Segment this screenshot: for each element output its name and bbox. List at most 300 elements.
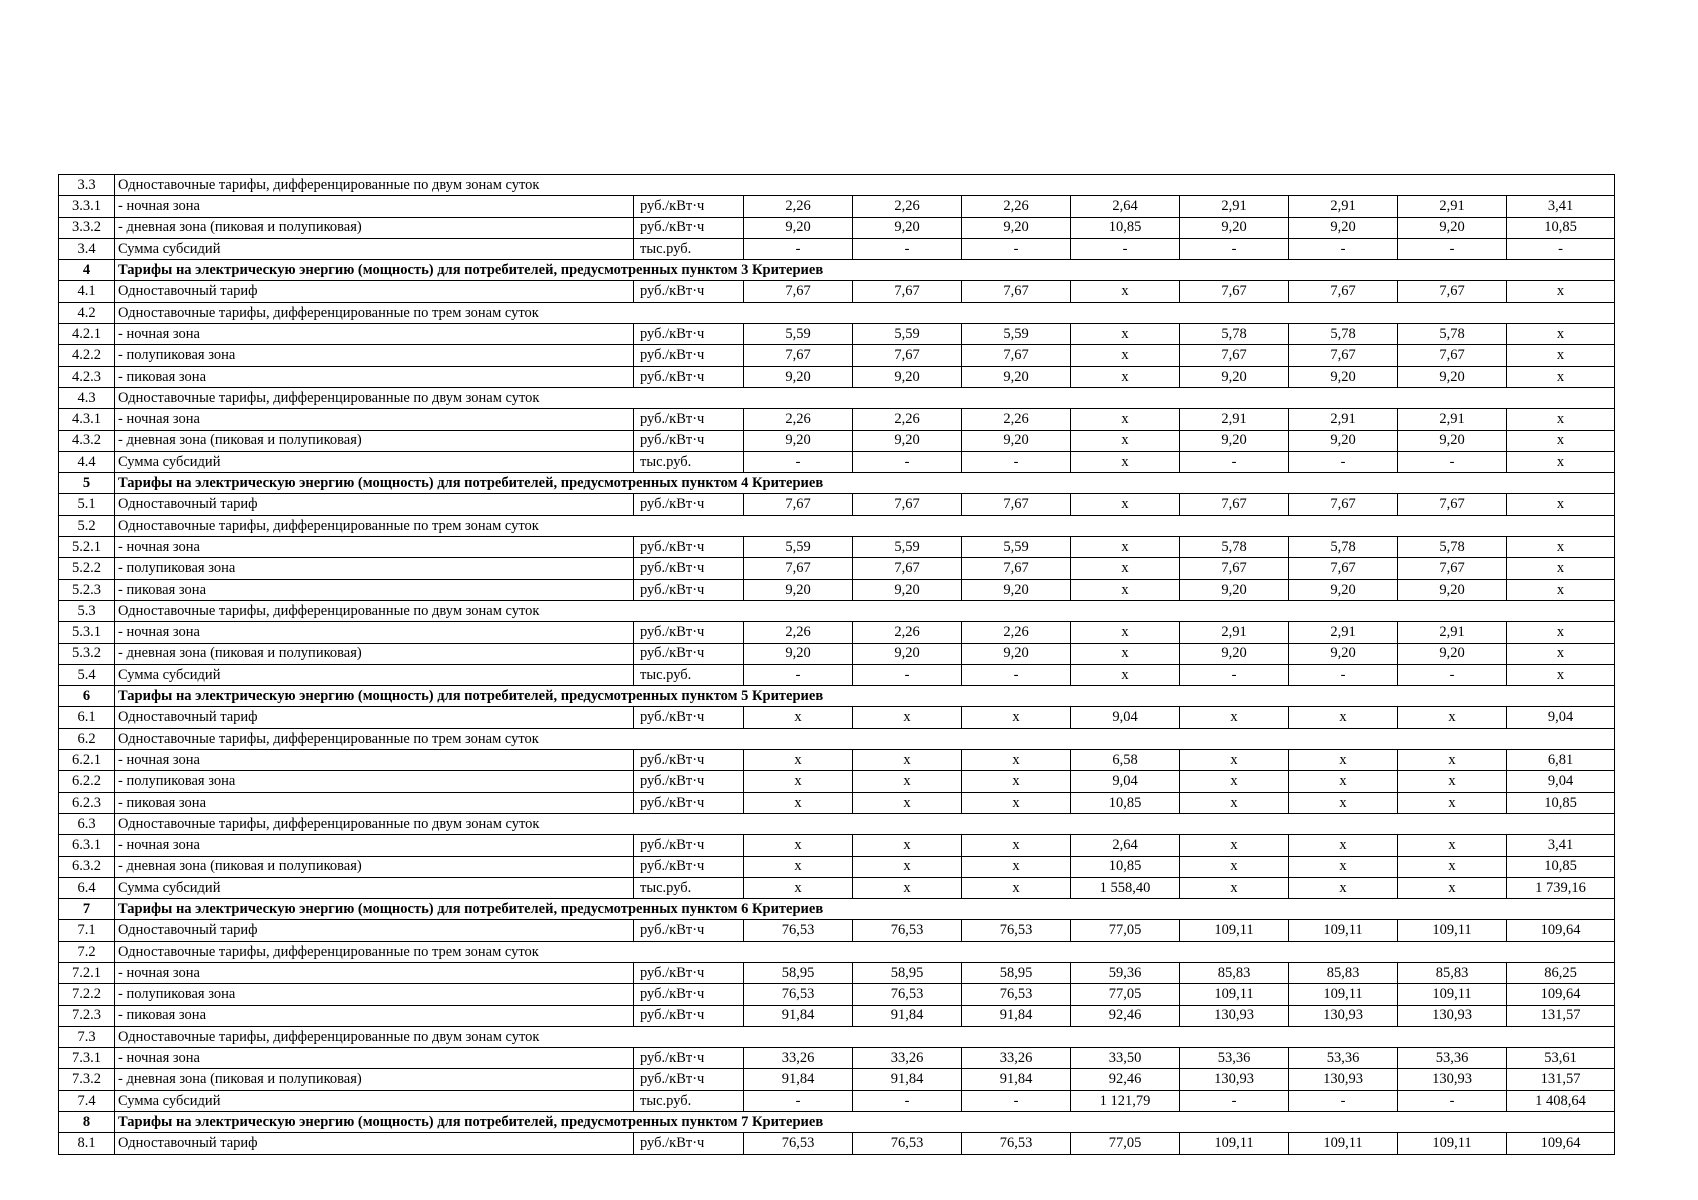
value-cell: 9,20 (853, 643, 962, 664)
value-cell: x (962, 792, 1071, 813)
subsection-heading-row (59, 175, 1615, 196)
row-name: - ночная зона (115, 537, 634, 558)
value-cell: x (1507, 366, 1615, 387)
row-unit: руб./кВт·ч (634, 771, 744, 792)
table-row (59, 217, 1615, 238)
value-cell: 9,04 (1507, 707, 1615, 728)
row-number: 5.2.1 (59, 537, 115, 558)
value-cell: 2,26 (853, 196, 962, 217)
table-row (59, 856, 1615, 877)
value-cell: x (1507, 451, 1615, 472)
section-title: Тарифы на электрическую энергию (мощность) для потребителей, предусмотренных пунктом 5 Критериев (115, 686, 1615, 707)
value-cell: 76,53 (962, 920, 1071, 941)
value-cell: 2,26 (962, 622, 1071, 643)
row-unit: руб./кВт·ч (634, 494, 744, 515)
value-cell: 2,26 (744, 409, 853, 430)
value-cell: x (1289, 877, 1398, 898)
value-cell: 131,57 (1507, 1069, 1615, 1090)
value-cell: 9,20 (962, 430, 1071, 451)
row-number: 4.2 (59, 302, 115, 323)
value-cell: x (1398, 856, 1507, 877)
value-cell: x (744, 835, 853, 856)
row-number: 6.3.1 (59, 835, 115, 856)
row-name: Одноставочный тариф (115, 281, 634, 302)
row-name: - пиковая зона (115, 579, 634, 600)
value-cell: 7,67 (962, 494, 1071, 515)
row-unit: руб./кВт·ч (634, 792, 744, 813)
value-cell: x (744, 771, 853, 792)
value-cell: 109,64 (1507, 1133, 1615, 1154)
row-number: 8.1 (59, 1133, 115, 1154)
value-cell: 7,67 (1180, 345, 1289, 366)
value-cell: 130,93 (1398, 1069, 1507, 1090)
subsection-heading-row (59, 813, 1615, 834)
row-number: 6 (59, 686, 115, 707)
value-cell: 7,67 (1289, 558, 1398, 579)
value-cell: 9,20 (1289, 217, 1398, 238)
value-cell: 3,41 (1507, 835, 1615, 856)
row-number: 5.4 (59, 664, 115, 685)
value-cell: 9,20 (744, 579, 853, 600)
value-cell: x (744, 707, 853, 728)
value-cell: x (1071, 366, 1180, 387)
value-cell: x (1507, 579, 1615, 600)
row-number: 7.3 (59, 1026, 115, 1047)
row-number: 6.4 (59, 877, 115, 898)
value-cell: x (744, 750, 853, 771)
value-cell: x (1398, 835, 1507, 856)
value-cell: 6,58 (1071, 750, 1180, 771)
row-unit: руб./кВт·ч (634, 217, 744, 238)
row-name: Одноставочный тариф (115, 920, 634, 941)
value-cell: 2,91 (1398, 409, 1507, 430)
row-number: 6.3 (59, 813, 115, 834)
value-cell: 5,59 (853, 324, 962, 345)
table-row (59, 771, 1615, 792)
value-cell: - (1289, 1090, 1398, 1111)
row-number: 6.2.1 (59, 750, 115, 771)
table-row (59, 877, 1615, 898)
value-cell: 7,67 (1398, 281, 1507, 302)
value-cell: x (1071, 451, 1180, 472)
value-cell: 7,67 (962, 558, 1071, 579)
row-name: - ночная зона (115, 324, 634, 345)
value-cell: x (1507, 643, 1615, 664)
value-cell: 10,85 (1071, 217, 1180, 238)
value-cell: - (1507, 238, 1615, 259)
value-cell: x (1180, 771, 1289, 792)
value-cell: 33,26 (744, 1048, 853, 1069)
value-cell: x (1071, 409, 1180, 430)
value-cell: 76,53 (744, 1133, 853, 1154)
value-cell: 130,93 (1180, 1005, 1289, 1026)
table-row (59, 430, 1615, 451)
value-cell: x (1071, 537, 1180, 558)
value-cell: - (744, 664, 853, 685)
value-cell: 5,59 (962, 537, 1071, 558)
value-cell: x (1071, 664, 1180, 685)
row-number: 4.2.3 (59, 366, 115, 387)
row-unit: руб./кВт·ч (634, 1005, 744, 1026)
table-row (59, 281, 1615, 302)
value-cell: 9,20 (744, 643, 853, 664)
value-cell: 58,95 (853, 962, 962, 983)
value-cell: 2,91 (1289, 196, 1398, 217)
value-cell: 7,67 (853, 558, 962, 579)
value-cell: 9,04 (1071, 707, 1180, 728)
row-number: 7.2.1 (59, 962, 115, 983)
value-cell: x (744, 877, 853, 898)
value-cell: 58,95 (744, 962, 853, 983)
value-cell: x (744, 856, 853, 877)
value-cell: - (744, 1090, 853, 1111)
value-cell: x (744, 792, 853, 813)
value-cell: - (1180, 1090, 1289, 1111)
row-unit: руб./кВт·ч (634, 579, 744, 600)
value-cell: 7,67 (1289, 494, 1398, 515)
value-cell: 10,85 (1507, 217, 1615, 238)
value-cell: 109,11 (1398, 1133, 1507, 1154)
value-cell: - (1289, 238, 1398, 259)
value-cell: - (853, 238, 962, 259)
value-cell: 2,26 (962, 409, 1071, 430)
row-unit: руб./кВт·ч (634, 962, 744, 983)
value-cell: 9,20 (1180, 366, 1289, 387)
value-cell: 76,53 (853, 920, 962, 941)
value-cell: x (1180, 707, 1289, 728)
value-cell: x (1507, 558, 1615, 579)
subsection-heading-row (59, 728, 1615, 749)
value-cell: 2,64 (1071, 835, 1180, 856)
table-row (59, 984, 1615, 1005)
table-row (59, 707, 1615, 728)
value-cell: x (962, 856, 1071, 877)
table-row (59, 409, 1615, 430)
value-cell: 9,20 (962, 579, 1071, 600)
value-cell: 109,11 (1180, 920, 1289, 941)
section-title: Тарифы на электрическую энергию (мощность) для потребителей, предусмотренных пунктом 6 Критериев (115, 899, 1615, 920)
value-cell: 7,67 (962, 281, 1071, 302)
value-cell: x (1071, 430, 1180, 451)
value-cell: 91,84 (962, 1069, 1071, 1090)
section-heading-row (59, 473, 1615, 494)
value-cell: 1 739,16 (1507, 877, 1615, 898)
value-cell: 109,11 (1180, 1133, 1289, 1154)
row-number: 3.3 (59, 175, 115, 196)
value-cell: x (962, 771, 1071, 792)
value-cell: - (853, 1090, 962, 1111)
value-cell: 76,53 (744, 920, 853, 941)
row-name: - ночная зона (115, 962, 634, 983)
row-unit: руб./кВт·ч (634, 622, 744, 643)
value-cell: 2,91 (1289, 409, 1398, 430)
value-cell: 9,20 (962, 366, 1071, 387)
table-row (59, 622, 1615, 643)
value-cell: x (1180, 792, 1289, 813)
subsection-heading-row (59, 1026, 1615, 1047)
row-unit: тыс.руб. (634, 238, 744, 259)
row-unit: тыс.руб. (634, 1090, 744, 1111)
row-number: 4.3.1 (59, 409, 115, 430)
value-cell: 1 558,40 (1071, 877, 1180, 898)
value-cell: x (962, 707, 1071, 728)
value-cell: 7,67 (1180, 494, 1289, 515)
value-cell: x (1507, 430, 1615, 451)
section-title: Тарифы на электрическую энергию (мощность) для потребителей, предусмотренных пунктом 7 Критериев (115, 1112, 1615, 1133)
value-cell: x (1398, 771, 1507, 792)
value-cell: 9,20 (1398, 643, 1507, 664)
value-cell: 91,84 (962, 1005, 1071, 1026)
value-cell: 76,53 (744, 984, 853, 1005)
value-cell: 130,93 (1180, 1069, 1289, 1090)
row-unit: руб./кВт·ч (634, 537, 744, 558)
value-cell: x (1289, 792, 1398, 813)
value-cell: 7,67 (1180, 281, 1289, 302)
value-cell: 77,05 (1071, 984, 1180, 1005)
value-cell: 9,20 (1289, 643, 1398, 664)
table-row (59, 835, 1615, 856)
value-cell: x (1180, 835, 1289, 856)
value-cell: 7,67 (1180, 558, 1289, 579)
value-cell: 7,67 (853, 281, 962, 302)
value-cell: 9,04 (1507, 771, 1615, 792)
value-cell: 2,26 (962, 196, 1071, 217)
value-cell: 7,67 (1398, 558, 1507, 579)
section-heading-row (59, 899, 1615, 920)
row-name: - ночная зона (115, 622, 634, 643)
row-name: - дневная зона (пиковая и полупиковая) (115, 1069, 634, 1090)
value-cell: 76,53 (853, 984, 962, 1005)
value-cell: 7,67 (744, 281, 853, 302)
row-name: - ночная зона (115, 835, 634, 856)
value-cell: 76,53 (962, 1133, 1071, 1154)
value-cell: 5,59 (853, 537, 962, 558)
value-cell: x (1071, 281, 1180, 302)
table-row (59, 558, 1615, 579)
value-cell: 86,25 (1507, 962, 1615, 983)
value-cell: 5,78 (1289, 537, 1398, 558)
row-unit: руб./кВт·ч (634, 366, 744, 387)
row-name: - ночная зона (115, 409, 634, 430)
row-name: - ночная зона (115, 196, 634, 217)
row-unit: руб./кВт·ч (634, 1069, 744, 1090)
value-cell: 109,11 (1289, 1133, 1398, 1154)
row-number: 7.2.2 (59, 984, 115, 1005)
value-cell: x (1071, 579, 1180, 600)
value-cell: 76,53 (853, 1133, 962, 1154)
row-name: Одноставочный тариф (115, 707, 634, 728)
row-number: 6.1 (59, 707, 115, 728)
row-number: 7.4 (59, 1090, 115, 1111)
value-cell: 91,84 (853, 1069, 962, 1090)
value-cell: x (1398, 792, 1507, 813)
row-number: 7.3.1 (59, 1048, 115, 1069)
value-cell: 9,20 (1180, 430, 1289, 451)
row-number: 6.2.2 (59, 771, 115, 792)
value-cell: 9,20 (1180, 217, 1289, 238)
value-cell: 109,64 (1507, 920, 1615, 941)
value-cell: 9,04 (1071, 771, 1180, 792)
section-heading-row (59, 1112, 1615, 1133)
row-number: 4 (59, 260, 115, 281)
value-cell: x (1398, 750, 1507, 771)
value-cell: 85,83 (1180, 962, 1289, 983)
row-number: 6.3.2 (59, 856, 115, 877)
row-unit: руб./кВт·ч (634, 281, 744, 302)
value-cell: 58,95 (962, 962, 1071, 983)
value-cell: 9,20 (853, 579, 962, 600)
row-unit: руб./кВт·ч (634, 707, 744, 728)
value-cell: - (1289, 451, 1398, 472)
value-cell: 130,93 (1289, 1069, 1398, 1090)
row-name: Сумма субсидий (115, 238, 634, 259)
value-cell: 10,85 (1507, 856, 1615, 877)
value-cell: 109,11 (1180, 984, 1289, 1005)
value-cell: - (1398, 451, 1507, 472)
value-cell: 9,20 (853, 217, 962, 238)
value-cell: 7,67 (853, 345, 962, 366)
value-cell: 2,91 (1180, 409, 1289, 430)
section-title: Тарифы на электрическую энергию (мощность) для потребителей, предусмотренных пунктом 4 Критериев (115, 473, 1615, 494)
value-cell: 9,20 (1398, 430, 1507, 451)
value-cell: 7,67 (1398, 494, 1507, 515)
row-number: 5 (59, 473, 115, 494)
value-cell: 9,20 (1398, 579, 1507, 600)
row-name: - дневная зона (пиковая и полупиковая) (115, 856, 634, 877)
row-unit: руб./кВт·ч (634, 196, 744, 217)
value-cell: 2,26 (853, 409, 962, 430)
row-name: - дневная зона (пиковая и полупиковая) (115, 643, 634, 664)
value-cell: 7,67 (1398, 345, 1507, 366)
tariff-table (58, 174, 1615, 1155)
value-cell: 9,20 (1289, 430, 1398, 451)
value-cell: 109,11 (1398, 920, 1507, 941)
value-cell: - (1180, 451, 1289, 472)
row-name: - пиковая зона (115, 1005, 634, 1026)
value-cell: - (1180, 664, 1289, 685)
subsection-title: Одноставочные тарифы, дифференцированные по трем зонам суток (115, 728, 1615, 749)
value-cell: 130,93 (1398, 1005, 1507, 1026)
row-number: 5.2 (59, 515, 115, 536)
row-number: 6.2.3 (59, 792, 115, 813)
value-cell: 109,11 (1289, 984, 1398, 1005)
value-cell: 85,83 (1289, 962, 1398, 983)
row-number: 7.1 (59, 920, 115, 941)
row-number: 5.3.2 (59, 643, 115, 664)
row-unit: руб./кВт·ч (634, 558, 744, 579)
row-unit: руб./кВт·ч (634, 345, 744, 366)
value-cell: 2,91 (1180, 622, 1289, 643)
value-cell: 9,20 (744, 430, 853, 451)
row-number: 4.1 (59, 281, 115, 302)
value-cell: - (962, 1090, 1071, 1111)
value-cell: 7,67 (853, 494, 962, 515)
value-cell: 109,11 (1398, 984, 1507, 1005)
row-number: 7.2 (59, 941, 115, 962)
value-cell: 77,05 (1071, 1133, 1180, 1154)
row-name: Одноставочный тариф (115, 1133, 634, 1154)
value-cell: 9,20 (744, 217, 853, 238)
value-cell: x (1071, 622, 1180, 643)
row-name: - пиковая зона (115, 792, 634, 813)
row-unit: руб./кВт·ч (634, 324, 744, 345)
value-cell: - (1071, 238, 1180, 259)
row-name: - полупиковая зона (115, 345, 634, 366)
table-row (59, 1048, 1615, 1069)
value-cell: 2,26 (744, 622, 853, 643)
row-number: 5.2.2 (59, 558, 115, 579)
value-cell: 9,20 (1398, 366, 1507, 387)
table-row (59, 1005, 1615, 1026)
row-unit: руб./кВт·ч (634, 920, 744, 941)
row-number: 7 (59, 899, 115, 920)
row-unit: тыс.руб. (634, 877, 744, 898)
row-name: Сумма субсидий (115, 664, 634, 685)
value-cell: 6,81 (1507, 750, 1615, 771)
subsection-heading-row (59, 302, 1615, 323)
value-cell: x (1071, 324, 1180, 345)
row-unit: тыс.руб. (634, 664, 744, 685)
value-cell: 91,84 (853, 1005, 962, 1026)
row-number: 7.2.3 (59, 1005, 115, 1026)
value-cell: - (1398, 1090, 1507, 1111)
value-cell: 2,91 (1398, 196, 1507, 217)
value-cell: - (1289, 664, 1398, 685)
value-cell: 9,20 (962, 643, 1071, 664)
value-cell: x (1180, 856, 1289, 877)
value-cell: 77,05 (1071, 920, 1180, 941)
row-unit: руб./кВт·ч (634, 1048, 744, 1069)
value-cell: 9,20 (1398, 217, 1507, 238)
row-number: 3.3.2 (59, 217, 115, 238)
row-number: 3.4 (59, 238, 115, 259)
value-cell: 1 408,64 (1507, 1090, 1615, 1111)
row-number: 7.3.2 (59, 1069, 115, 1090)
value-cell: x (962, 750, 1071, 771)
value-cell: 7,67 (1289, 281, 1398, 302)
value-cell: - (1398, 238, 1507, 259)
value-cell: x (1398, 877, 1507, 898)
value-cell: 9,20 (744, 366, 853, 387)
table-row (59, 324, 1615, 345)
value-cell: - (744, 451, 853, 472)
value-cell: 53,36 (1398, 1048, 1507, 1069)
value-cell: 53,36 (1180, 1048, 1289, 1069)
row-name: Сумма субсидий (115, 1090, 634, 1111)
value-cell: x (1289, 750, 1398, 771)
table-row (59, 664, 1615, 685)
value-cell: 92,46 (1071, 1069, 1180, 1090)
value-cell: 76,53 (962, 984, 1071, 1005)
row-number: 4.2.1 (59, 324, 115, 345)
value-cell: x (1507, 345, 1615, 366)
value-cell: 33,26 (853, 1048, 962, 1069)
subsection-heading-row (59, 515, 1615, 536)
value-cell: 9,20 (1289, 579, 1398, 600)
row-number: 3.3.1 (59, 196, 115, 217)
value-cell: 131,57 (1507, 1005, 1615, 1026)
section-heading-row (59, 686, 1615, 707)
row-name: - ночная зона (115, 750, 634, 771)
value-cell: 9,20 (853, 430, 962, 451)
value-cell: 5,78 (1398, 537, 1507, 558)
value-cell: 85,83 (1398, 962, 1507, 983)
value-cell: 7,67 (744, 345, 853, 366)
value-cell: x (1507, 622, 1615, 643)
value-cell: 9,20 (853, 366, 962, 387)
value-cell: x (853, 835, 962, 856)
subsection-title: Одноставочные тарифы, дифференцированные по двум зонам суток (115, 175, 1615, 196)
